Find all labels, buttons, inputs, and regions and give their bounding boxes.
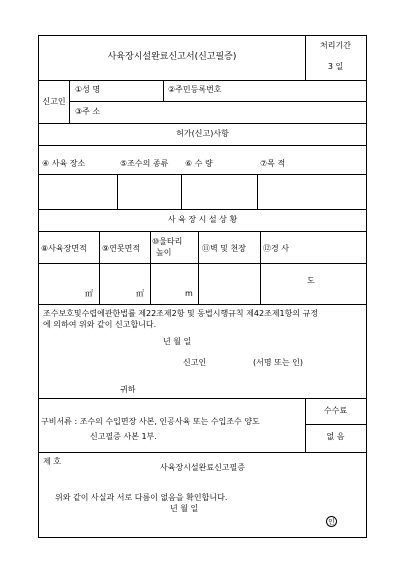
rule-applicant-label (69, 80, 70, 123)
rule-fac-c1 (99, 231, 100, 304)
certificate-date: 년 월 일 (170, 504, 199, 513)
rrn-label: ②주민등록번호 (168, 85, 222, 94)
rule-fac-c4 (260, 231, 261, 304)
declaration-sign-note: (서명 또는 인) (253, 358, 303, 367)
facility-col-slope: ⑫경 사 (263, 244, 289, 253)
rule-permit-c3 (257, 174, 258, 209)
declaration-recipient: 귀하 (120, 385, 136, 394)
rule-attach-end (39, 452, 366, 453)
unit-area-2: ㎡ (136, 289, 144, 298)
rule-permit-c2 (181, 174, 182, 209)
unit-height: m (185, 289, 193, 298)
rule-fee-mid (305, 424, 366, 425)
form-title: 사육장시설완료신고서(신고필증) (107, 52, 237, 62)
attachments-line-1: 구비서류 : 조수의 수입면장 사본, 인공사육 또는 수입조수 양도 (41, 417, 260, 426)
facility-col-area: ⑧사육장면적 (41, 244, 87, 253)
form-frame (38, 35, 367, 538)
rule-applicant-end (39, 123, 366, 124)
unit-slope: 도 (307, 276, 315, 285)
rule-declaration-end (39, 398, 366, 399)
fee-value: 없 음 (326, 432, 345, 441)
certificate-body: 위와 같이 사실과 서로 다름이 없음을 확인합니다. (55, 493, 228, 502)
rule-rrn (163, 80, 164, 101)
permit-col-location: ④ 사육 장소 (42, 159, 86, 168)
rule-facility-title (39, 231, 366, 232)
rule-permit-cols (39, 174, 366, 175)
rule-permit-end (39, 209, 366, 210)
facility-col-fence-height: 높이 (156, 248, 172, 257)
rule-facility-cols (39, 263, 366, 264)
declaration-line-2: 에 의하여 위와 같이 신고합니다. (43, 320, 157, 329)
address-label: ③주 소 (75, 107, 101, 116)
declaration-signer: 신고인 (183, 358, 207, 367)
permit-col-quantity: ⑥ 수 량 (185, 159, 213, 168)
facility-col-wall: ⑪벽 및 천장 (202, 244, 246, 253)
permit-col-species: ⑤조수의 종류 (120, 159, 169, 168)
facility-col-pond: ⑨연못면적 (102, 244, 141, 253)
rule-fac-c2 (150, 231, 151, 304)
certificate-number: 제 호 (43, 457, 61, 466)
applicant-label: 신고인 (42, 97, 66, 106)
facility-section-title: 사 육 장 시 설 상 황 (167, 215, 238, 224)
rule-permit-c1 (117, 174, 118, 209)
facility-col-fence: ⑩울타리 (152, 237, 183, 246)
permit-section-title: 허가(신고)사항 (176, 129, 229, 138)
unit-area-1: ㎡ (85, 289, 93, 298)
declaration-line-1: 조수보호및수렵에관한법률 제22조제2항 및 동법시행규칙 제42조제1항의 규정 (43, 309, 319, 318)
permit-col-purpose: ⑦목 적 (260, 159, 286, 168)
fee-label: 수수료 (323, 406, 348, 415)
name-label: ①성 명 (75, 85, 101, 94)
rule-permit-title (39, 145, 366, 146)
certificate-title: 사육장시설완료신고필증 (159, 463, 245, 472)
rule-applicant-mid (69, 101, 366, 102)
declaration-date: 년 월 일 (163, 337, 192, 346)
rule-facility-end (39, 304, 366, 305)
attachments-line-2: 신고필증 사본 1부. (90, 432, 157, 441)
seal-mark: 인 (326, 516, 337, 527)
rule-fac-c3 (198, 231, 199, 304)
processing-label: 처리기간 (320, 41, 351, 50)
processing-value: 3 일 (327, 62, 344, 71)
rule-header (39, 80, 366, 81)
